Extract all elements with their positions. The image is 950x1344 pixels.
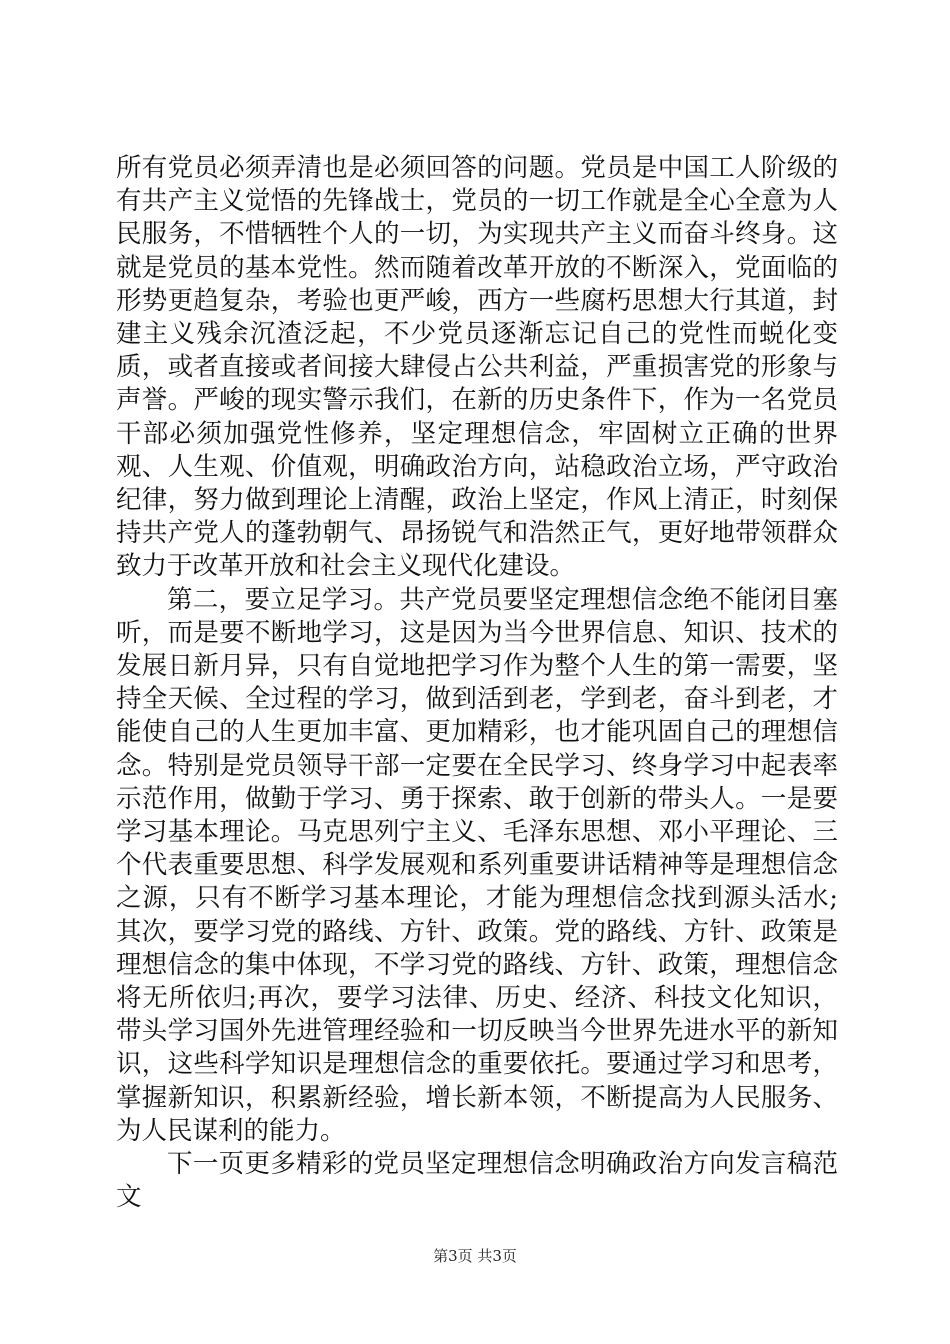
- paragraph-2: 第二，要立足学习。共产党员要坚定理想信念绝不能闭目塞听，而是要不断地学习，这是因为当今世界信息、知识、技术的发展日新月异，只有自觉地把学习作为整个人生的第一需要，坚持全天候、全过程的学习，做到活到老，学到老，奋斗到老，才能使自己的人生更加丰富、更加精彩，也才能巩固自己的理想信念。特别是党员领导干部一定要在全民学习、终身学习中起表率示范作用，做勤于学习、勇于探索、敢于创新的带头人。一是要学习基本理论。马克思列宁主义、毛泽东思想、邓小平理论、三个代表重要思想、科学发展观和系列重要讲话精神等是理想信念之源，只有不断学习基本理论，才能为理想信念找到源头活水;其次，要学习党的路线、方针、政策。党的路线、方针、政策是理想信念的集中体现，不学习党的路线、方针、政策，理想信念将无所依归;再次，要学习法律、历史、经济、科技文化知识，带头学习国外先进管理经验和一切反映当今世界先进水平的新知识，这些科学知识是理想信念的重要依托。要通过学习和思考，掌握新知识，积累新经验，增长新本领，不断提高为人民服务、为人民谋利的能力。: [116, 584, 838, 1146]
- document-body: [116, 152, 838, 1215]
- next-page-link-text: 下一页更多精彩的党员坚定理想信念明确政治方向发言稿范文: [116, 1149, 838, 1213]
- page-footer: 第3页 共3页: [433, 1247, 517, 1265]
- paragraph-1: 所有党员必须弄清也是必须回答的问题。党员是中国工人阶级的有共产主义觉悟的先锋战士，党员的一切工作就是全心全意为人民服务，不惜牺牲个人的一切，为实现共产主义而奋斗终身。这就是党员的基本党性。然而随着改革开放的不断深入，党面临的形势更趋复杂，考验也更严峻，西方一些腐朽思想大行其道，封建主义残余沉渣泛起，不少党员逐渐忘记自己的党性而蜕化变质，或者直接或者间接大肆侵占公共利益，严重损害党的形象与声誉。严峻的现实警示我们，在新的历史条件下，作为一名党员干部必须加强党性修养，坚定理想信念，牢固树立正确的世界观、人生观、价值观，明确政治方向，站稳政治立场，严守政治纪律，努力做到理论上清醒，政治上坚定，作风上清正，时刻保持共产党人的蓬勃朝气、昂扬锐气和浩然正气，更好地带领群众致力于改革开放和社会主义现代化建设。: [116, 153, 838, 582]
